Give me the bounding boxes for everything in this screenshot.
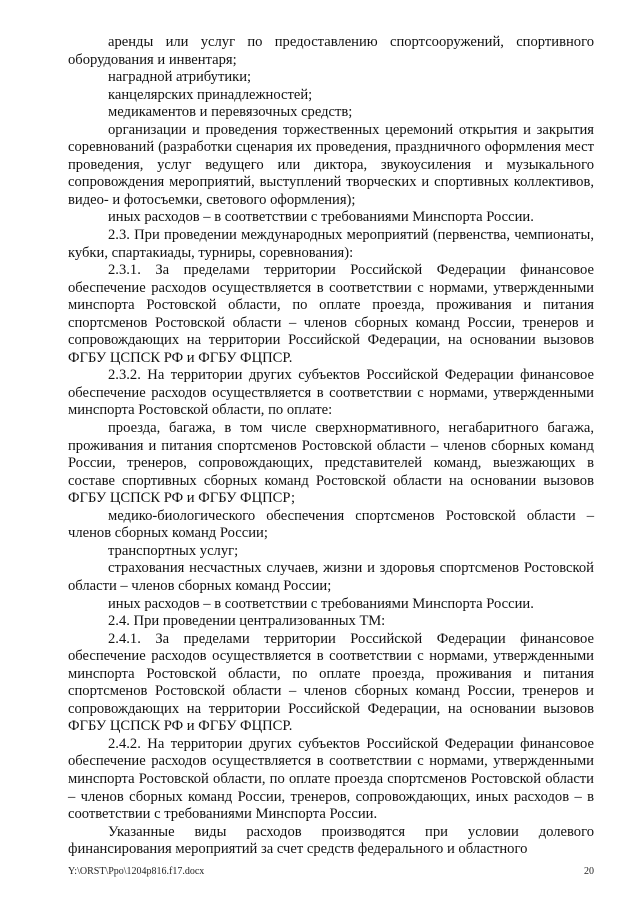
- paragraph: иных расходов – в соответствии с требованиями Минспорта России.: [108, 209, 534, 226]
- document-body: [68, 34, 594, 859]
- paragraph: иных расходов – в соответствии с требованиями Минспорта России.: [108, 595, 534, 612]
- paragraph: аренды или услуг по предоставлению спортсооружений, спортивного оборудования и инвентаря;: [68, 34, 594, 68]
- paragraph: канцелярских принадлежностей;: [108, 86, 313, 103]
- paragraph: страхования несчастных случаев, жизни и здоровья спортсменов Ростовской области – членов сборных команд России;: [68, 560, 594, 594]
- paragraph: Указанные виды расходов производятся при условии долевого финансирования мероприятий за счет средств федерального и областного: [68, 823, 594, 858]
- paragraph: проезда, багажа, в том числе сверхнормативного, негабаритного багажа, проживания и питания спортсменов Ростовской области – членов сборных команд России, тренеров, сопровождающих, представителей команд, выезжающих в составе спортивных сборных команд Ростовской области на основании вызовов ФГБУ ЦСПСК РФ и ФГБУ ФЦПСР;: [68, 420, 594, 507]
- paragraph: 2.4.1. За пределами территории Российской Федерации финансовое обеспечение расходов осуществляется в соответствии с нормами, утвержденными минспорта Ростовской области, по оплате проезда, проживания и питания спортсменов Ростовской области – членов сборных команд России, тренеров и сопровождающих на территории Российской Федерации, на основании вызовов ФГБУ ЦСПСК РФ и ФГБУ ФЦПСР.: [68, 630, 594, 735]
- paragraph: транспортных услуг;: [108, 542, 239, 559]
- paragraph: 2.3. При проведении международных мероприятий (первенства, чемпионаты, кубки, спартакиады, турниры, соревнования):: [68, 227, 594, 261]
- page-number: 20: [584, 866, 594, 877]
- paragraph: 2.4.2. На территории других субъектов Российской Федерации финансовое обеспечение расходов осуществляется в соответствии с нормами, утвержденными минспорта Ростовской области, по оплате проезда спортсменов Ростовской области – членов сборных команд России, тренеров, сопровождающих, иных расходов – в соответствии с требованиями Минспорта России.: [68, 735, 594, 823]
- paragraph: 2.3.1. За пределами территории Российской Федерации финансовое обеспечение расходов осуществляется в соответствии с нормами, утвержденными минспорта Ростовской области, по оплате проезда, проживания и питания спортсменов Ростовской области – членов сборных команд России, тренеров и сопровождающих на территории Российской Федерации, на основании вызовов ФГБУ ЦСПСК РФ и ФГБУ ФЦПСР.: [68, 262, 594, 366]
- footer-file-path: Y:\ORST\Ppo\1204p816.f17.docx: [68, 866, 205, 877]
- paragraph: организации и проведения торжественных церемоний открытия и закрытия соревнований (разработки сценария их проведения, праздничного оформления мест проведения, услуг ведущего или диктора, звукоусиления и музыкального сопровождения мероприятий, выступлений творческих и спортивных коллективов, видео- и фотосъемки, светового оформления);: [68, 121, 594, 208]
- paragraph: медико-биологического обеспечения спортсменов Ростовской области – членов сборных команд России;: [68, 507, 594, 542]
- paragraph: 2.4. При проведении централизованных ТМ:: [108, 613, 386, 630]
- paragraph: наградной атрибутики;: [108, 69, 252, 86]
- paragraph: 2.3.2. На территории других субъектов Российской Федерации финансовое обеспечение расходов осуществляется в соответствии с нормами, утвержденными минспорта Ростовской области, по оплате:: [68, 367, 594, 419]
- paragraph: медикаментов и перевязочных средств;: [108, 104, 353, 121]
